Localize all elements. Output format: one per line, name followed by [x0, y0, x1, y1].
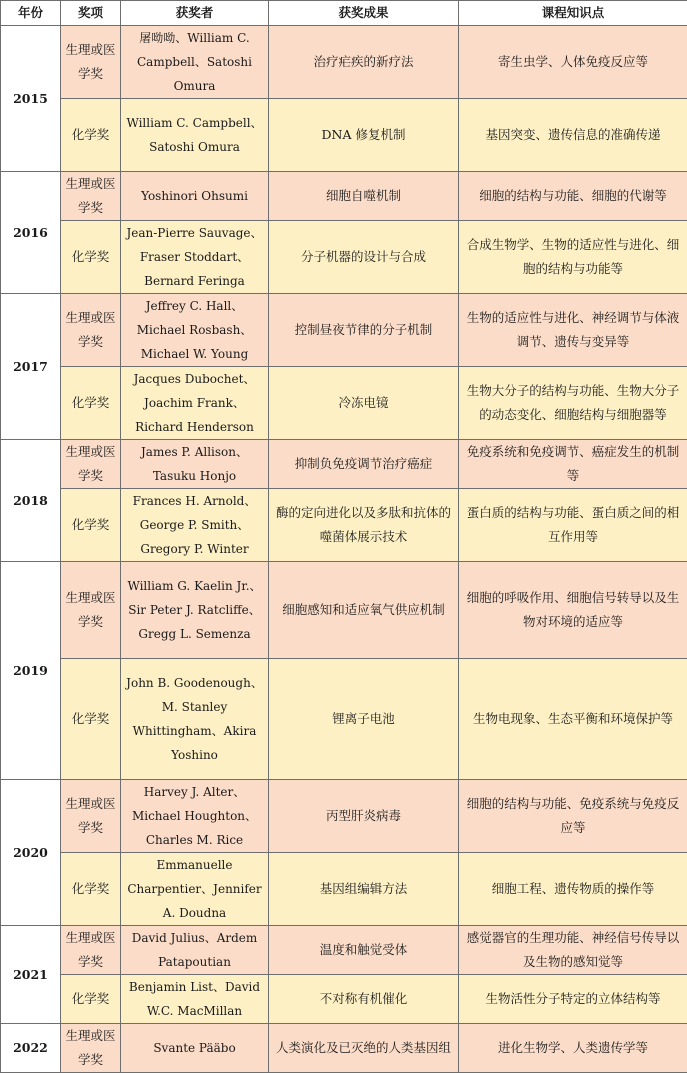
table-row — [1, 367, 687, 440]
year-cell: 2017 — [1, 294, 61, 440]
winners-cell: Harvey J. Alter、Michael Houghton、Charles M. Rice — [121, 780, 269, 853]
achievement-cell: 细胞感知和适应氧气供应机制 — [269, 562, 459, 659]
winners-cell: 屠呦呦、William C. Campbell、Satoshi Omura — [121, 26, 269, 99]
year-cell: 2018 — [1, 440, 61, 562]
year-cell: 2015 — [1, 26, 61, 172]
header-category: 奖项 — [61, 1, 121, 26]
table-row — [1, 440, 687, 489]
knowledge-cell: 生物电现象、生态平衡和环境保护等 — [459, 659, 687, 780]
table-row — [1, 221, 687, 294]
winners-cell: David Julius、Ardem Patapoutian — [121, 926, 269, 975]
achievement-cell: 分子机器的设计与合成 — [269, 221, 459, 294]
year-cell: 2016 — [1, 172, 61, 294]
winners-cell: James P. Allison、Tasuku Honjo — [121, 440, 269, 489]
table-row — [1, 562, 687, 659]
table-row — [1, 659, 687, 780]
achievement-cell: 控制昼夜节律的分子机制 — [269, 294, 459, 367]
category-cell: 生理或医学奖 — [61, 440, 121, 489]
year-cell: 2022 — [1, 1024, 61, 1073]
winners-cell: Frances H. Arnold、George P. Smith、Gregory P. Winter — [121, 489, 269, 562]
achievement-cell: 不对称有机催化 — [269, 975, 459, 1024]
category-cell: 化学奖 — [61, 659, 121, 780]
table-row — [1, 780, 687, 853]
winners-cell: John B. Goodenough、M. Stanley Whittingham、Akira Yoshino — [121, 659, 269, 780]
winners-cell: William G. Kaelin Jr.、Sir Peter J. Ratcliffe、Gregg L. Semenza — [121, 562, 269, 659]
year-cell: 2021 — [1, 926, 61, 1024]
knowledge-cell: 合成生物学、生物的适应性与进化、细胞的结构与功能等 — [459, 221, 687, 294]
achievement-cell: DNA 修复机制 — [269, 99, 459, 172]
table-body — [1, 26, 687, 1073]
category-cell: 化学奖 — [61, 853, 121, 926]
category-cell: 生理或医学奖 — [61, 294, 121, 367]
category-cell: 生理或医学奖 — [61, 1024, 121, 1073]
winners-cell: Jean-Pierre Sauvage、Fraser Stoddart、Bernard Feringa — [121, 221, 269, 294]
winners-cell: Emmanuelle Charpentier、Jennifer A. Doudna — [121, 853, 269, 926]
category-cell: 生理或医学奖 — [61, 172, 121, 221]
achievement-cell: 丙型肝炎病毒 — [269, 780, 459, 853]
table-row — [1, 489, 687, 562]
knowledge-cell: 蛋白质的结构与功能、蛋白质之间的相互作用等 — [459, 489, 687, 562]
achievement-cell: 温度和触觉受体 — [269, 926, 459, 975]
category-cell: 化学奖 — [61, 489, 121, 562]
year-cell: 2019 — [1, 562, 61, 780]
winners-cell: William C. Campbell、Satoshi Omura — [121, 99, 269, 172]
year-cell: 2020 — [1, 780, 61, 926]
knowledge-cell: 生物活性分子特定的立体结构等 — [459, 975, 687, 1024]
achievement-cell: 酶的定向进化以及多肽和抗体的噬菌体展示技术 — [269, 489, 459, 562]
header-achievement: 获奖成果 — [269, 1, 459, 26]
knowledge-cell: 细胞的呼吸作用、细胞信号转导以及生物对环境的适应等 — [459, 562, 687, 659]
category-cell: 生理或医学奖 — [61, 926, 121, 975]
category-cell: 生理或医学奖 — [61, 562, 121, 659]
achievement-cell: 细胞自噬机制 — [269, 172, 459, 221]
knowledge-cell: 感觉器官的生理功能、神经信号传导以及生物的感知觉等 — [459, 926, 687, 975]
category-cell: 化学奖 — [61, 221, 121, 294]
knowledge-cell: 细胞的结构与功能、细胞的代谢等 — [459, 172, 687, 221]
header-knowledge: 课程知识点 — [459, 1, 687, 26]
knowledge-cell: 寄生虫学、人体免疫反应等 — [459, 26, 687, 99]
knowledge-cell: 生物的适应性与进化、神经调节与体液调节、遗传与变异等 — [459, 294, 687, 367]
category-cell: 化学奖 — [61, 367, 121, 440]
table-row — [1, 1024, 687, 1073]
achievement-cell: 治疗疟疾的新疗法 — [269, 26, 459, 99]
winners-cell: Jeffrey C. Hall、Michael Rosbash、Michael W. Young — [121, 294, 269, 367]
header-row — [1, 1, 687, 26]
category-cell: 生理或医学奖 — [61, 26, 121, 99]
knowledge-cell: 细胞的结构与功能、免疫系统与免疫反应等 — [459, 780, 687, 853]
category-cell: 化学奖 — [61, 99, 121, 172]
knowledge-cell: 进化生物学、人类遗传学等 — [459, 1024, 687, 1073]
winners-cell: Jacques Dubochet、Joachim Frank、Richard Henderson — [121, 367, 269, 440]
winners-cell: Yoshinori Ohsumi — [121, 172, 269, 221]
table-row — [1, 26, 687, 99]
achievement-cell: 基因组编辑方法 — [269, 853, 459, 926]
achievement-cell: 抑制负免疫调节治疗癌症 — [269, 440, 459, 489]
knowledge-cell: 免疫系统和免疫调节、癌症发生的机制等 — [459, 440, 687, 489]
table-row — [1, 975, 687, 1024]
table-row — [1, 926, 687, 975]
knowledge-cell: 细胞工程、遗传物质的操作等 — [459, 853, 687, 926]
achievement-cell: 锂离子电池 — [269, 659, 459, 780]
category-cell: 生理或医学奖 — [61, 780, 121, 853]
table-row — [1, 853, 687, 926]
knowledge-cell: 基因突变、遗传信息的准确传递 — [459, 99, 687, 172]
knowledge-cell: 生物大分子的结构与功能、生物大分子的动态变化、细胞结构与细胞器等 — [459, 367, 687, 440]
table-row — [1, 294, 687, 367]
category-cell: 化学奖 — [61, 975, 121, 1024]
achievement-cell: 人类演化及已灭绝的人类基因组 — [269, 1024, 459, 1073]
winners-cell: Svante Pääbo — [121, 1024, 269, 1073]
achievement-cell: 冷冻电镜 — [269, 367, 459, 440]
table-row — [1, 99, 687, 172]
table-row — [1, 172, 687, 221]
winners-cell: Benjamin List、David W.C. MacMillan — [121, 975, 269, 1024]
header-year: 年份 — [1, 1, 61, 26]
header-winners: 获奖者 — [121, 1, 269, 26]
